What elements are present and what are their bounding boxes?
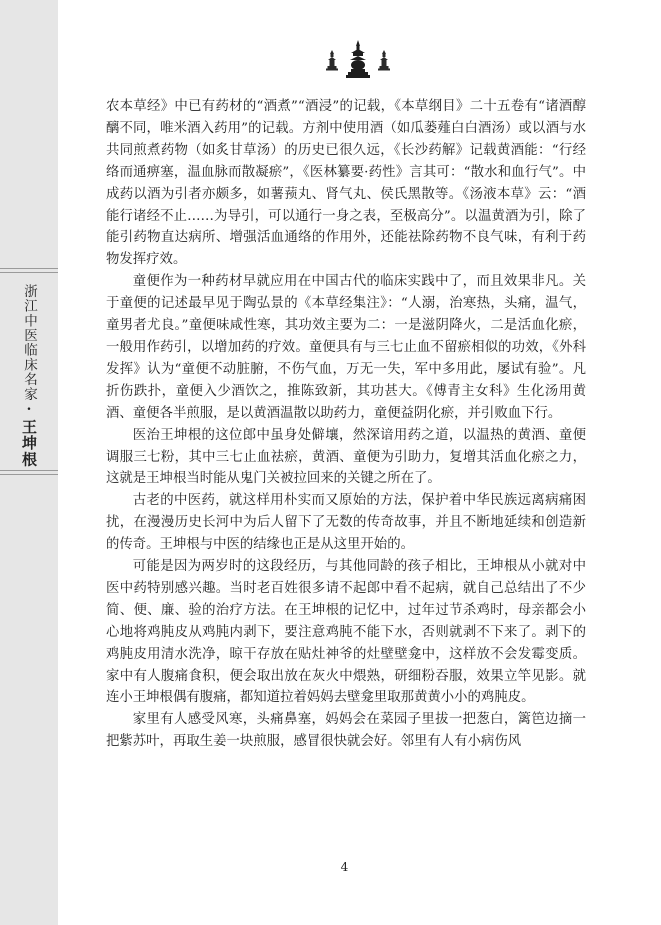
- paragraph-4: 古老的中医药，就这样用朴实而又原始的方法，保护着中华民族远离病痛困扰，在漫漫历史长河中为后人留下了无数的传奇故事，并且不断地延续和创造新的传奇。王坤根与中医的结缘也正是从这里开始的。: [106, 493, 586, 553]
- side-rule: [0, 470, 58, 471]
- side-rule: [0, 474, 58, 475]
- paragraph-3: 医治王坤根的这位郎中虽身处僻壤，然深谙用药之道，以温热的黄酒、童便调服三七粉，其中三七止血祛瘀，黄酒、童便为引助力，复增其活血化瘀之力，这就是王坤根当时能从鬼门关被拉回来的关键之所在了。: [106, 427, 586, 487]
- side-band: [0, 0, 58, 925]
- pagoda-ornament-icon: [318, 38, 398, 88]
- book-series-title: [17, 284, 41, 467]
- page-number: 4: [340, 860, 349, 874]
- side-rule: [0, 268, 58, 269]
- paragraph-2: 童便作为一种药材早就应用在中国古代的临床实践中了，而且效果非凡。关于童便的记述最早见于陶弘景的《本草经集注》：“人溺，治寒热，头痛，温气，童男者尤良。”童便味咸性寒，其功效主要为二：一是滋阴降火，二是活血化瘀，一般用作药引，以增加药的疗效。童便具有与三七止血不留瘀相似的功效，《外科发挥》认为“童便不动脏腑，不伤气血，万无一失，军中多用此，屡试有验”。凡折伤跌扑，童便入少酒饮之，推陈致新，其功甚大。《傅青主女科》生化汤用黄酒、童便各半煎服，是以黄酒温散以助药力，童便益阴化瘀，并引败血下行。: [106, 274, 586, 421]
- side-rule: [0, 272, 58, 273]
- body-text: [106, 96, 586, 753]
- doctor-name: 王坤根: [20, 418, 38, 468]
- series-name: 浙江中医临床名家: [21, 284, 37, 402]
- paragraph-5: 可能是因为两岁时的这段经历，与其他同龄的孩子相比，王坤根从小就对中医中药特别感兴趣。当时老百姓很多请不起郎中看不起病，就自己总结出了不少简、便、廉、验的治疗方法。在王坤根的记忆中，过年过节杀鸡时，母亲都会小心地将鸡肫皮从鸡肫内剥下，要注意鸡肫不能下水，否则就剥不下来了。剥下的鸡肫皮用清水洗净，晾干存放在贴灶神爷的灶壁壁龛中，这样放不会发霉变质。家中有人腹痛食积，便会取出放在灰火中煨熟，研细粉吞服，效果立竿见影。就连小王坤根偶有腹痛，都知道拉着妈妈去壁龛里取那黄黄小小的鸡肫皮。: [106, 559, 586, 706]
- paragraph-6: 家里有人感受风寒，头痛鼻塞，妈妈会在菜园子里拔一把葱白，篱笆边摘一把紫苏叶，再取生姜一块煎服，感冒很快就会好。邻里有人有小病伤风: [106, 712, 586, 750]
- title-separator: ·: [21, 401, 37, 419]
- paragraph-1: 农本草经》中已有药材的“酒煮”“酒浸”的记载，《本草纲目》二十五卷有“诸酒醇醨不同，唯米酒入药用”的记载。方剂中使用酒（如瓜蒌薤白白酒汤）或以酒与水共同煎煮药物（如炙甘草汤）的历史已很久远，《长沙药解》记载黄酒能：“行经络而通痹塞，温血脉而散凝瘀”，《医林纂要·药性》言其可：“散水和血行气”。中成药以酒为引者亦颇多，如薯蓣丸、肾气丸、侯氏黑散等。《汤液本草》云：“酒能行诸经不止……为导引，可以通行一身之表，至极高分”。以温黄酒为引，除了能引药物直达病所、增强活血通络的作用外，还能祛除药物不良气味，有利于药物发挥疗效。: [106, 99, 586, 268]
